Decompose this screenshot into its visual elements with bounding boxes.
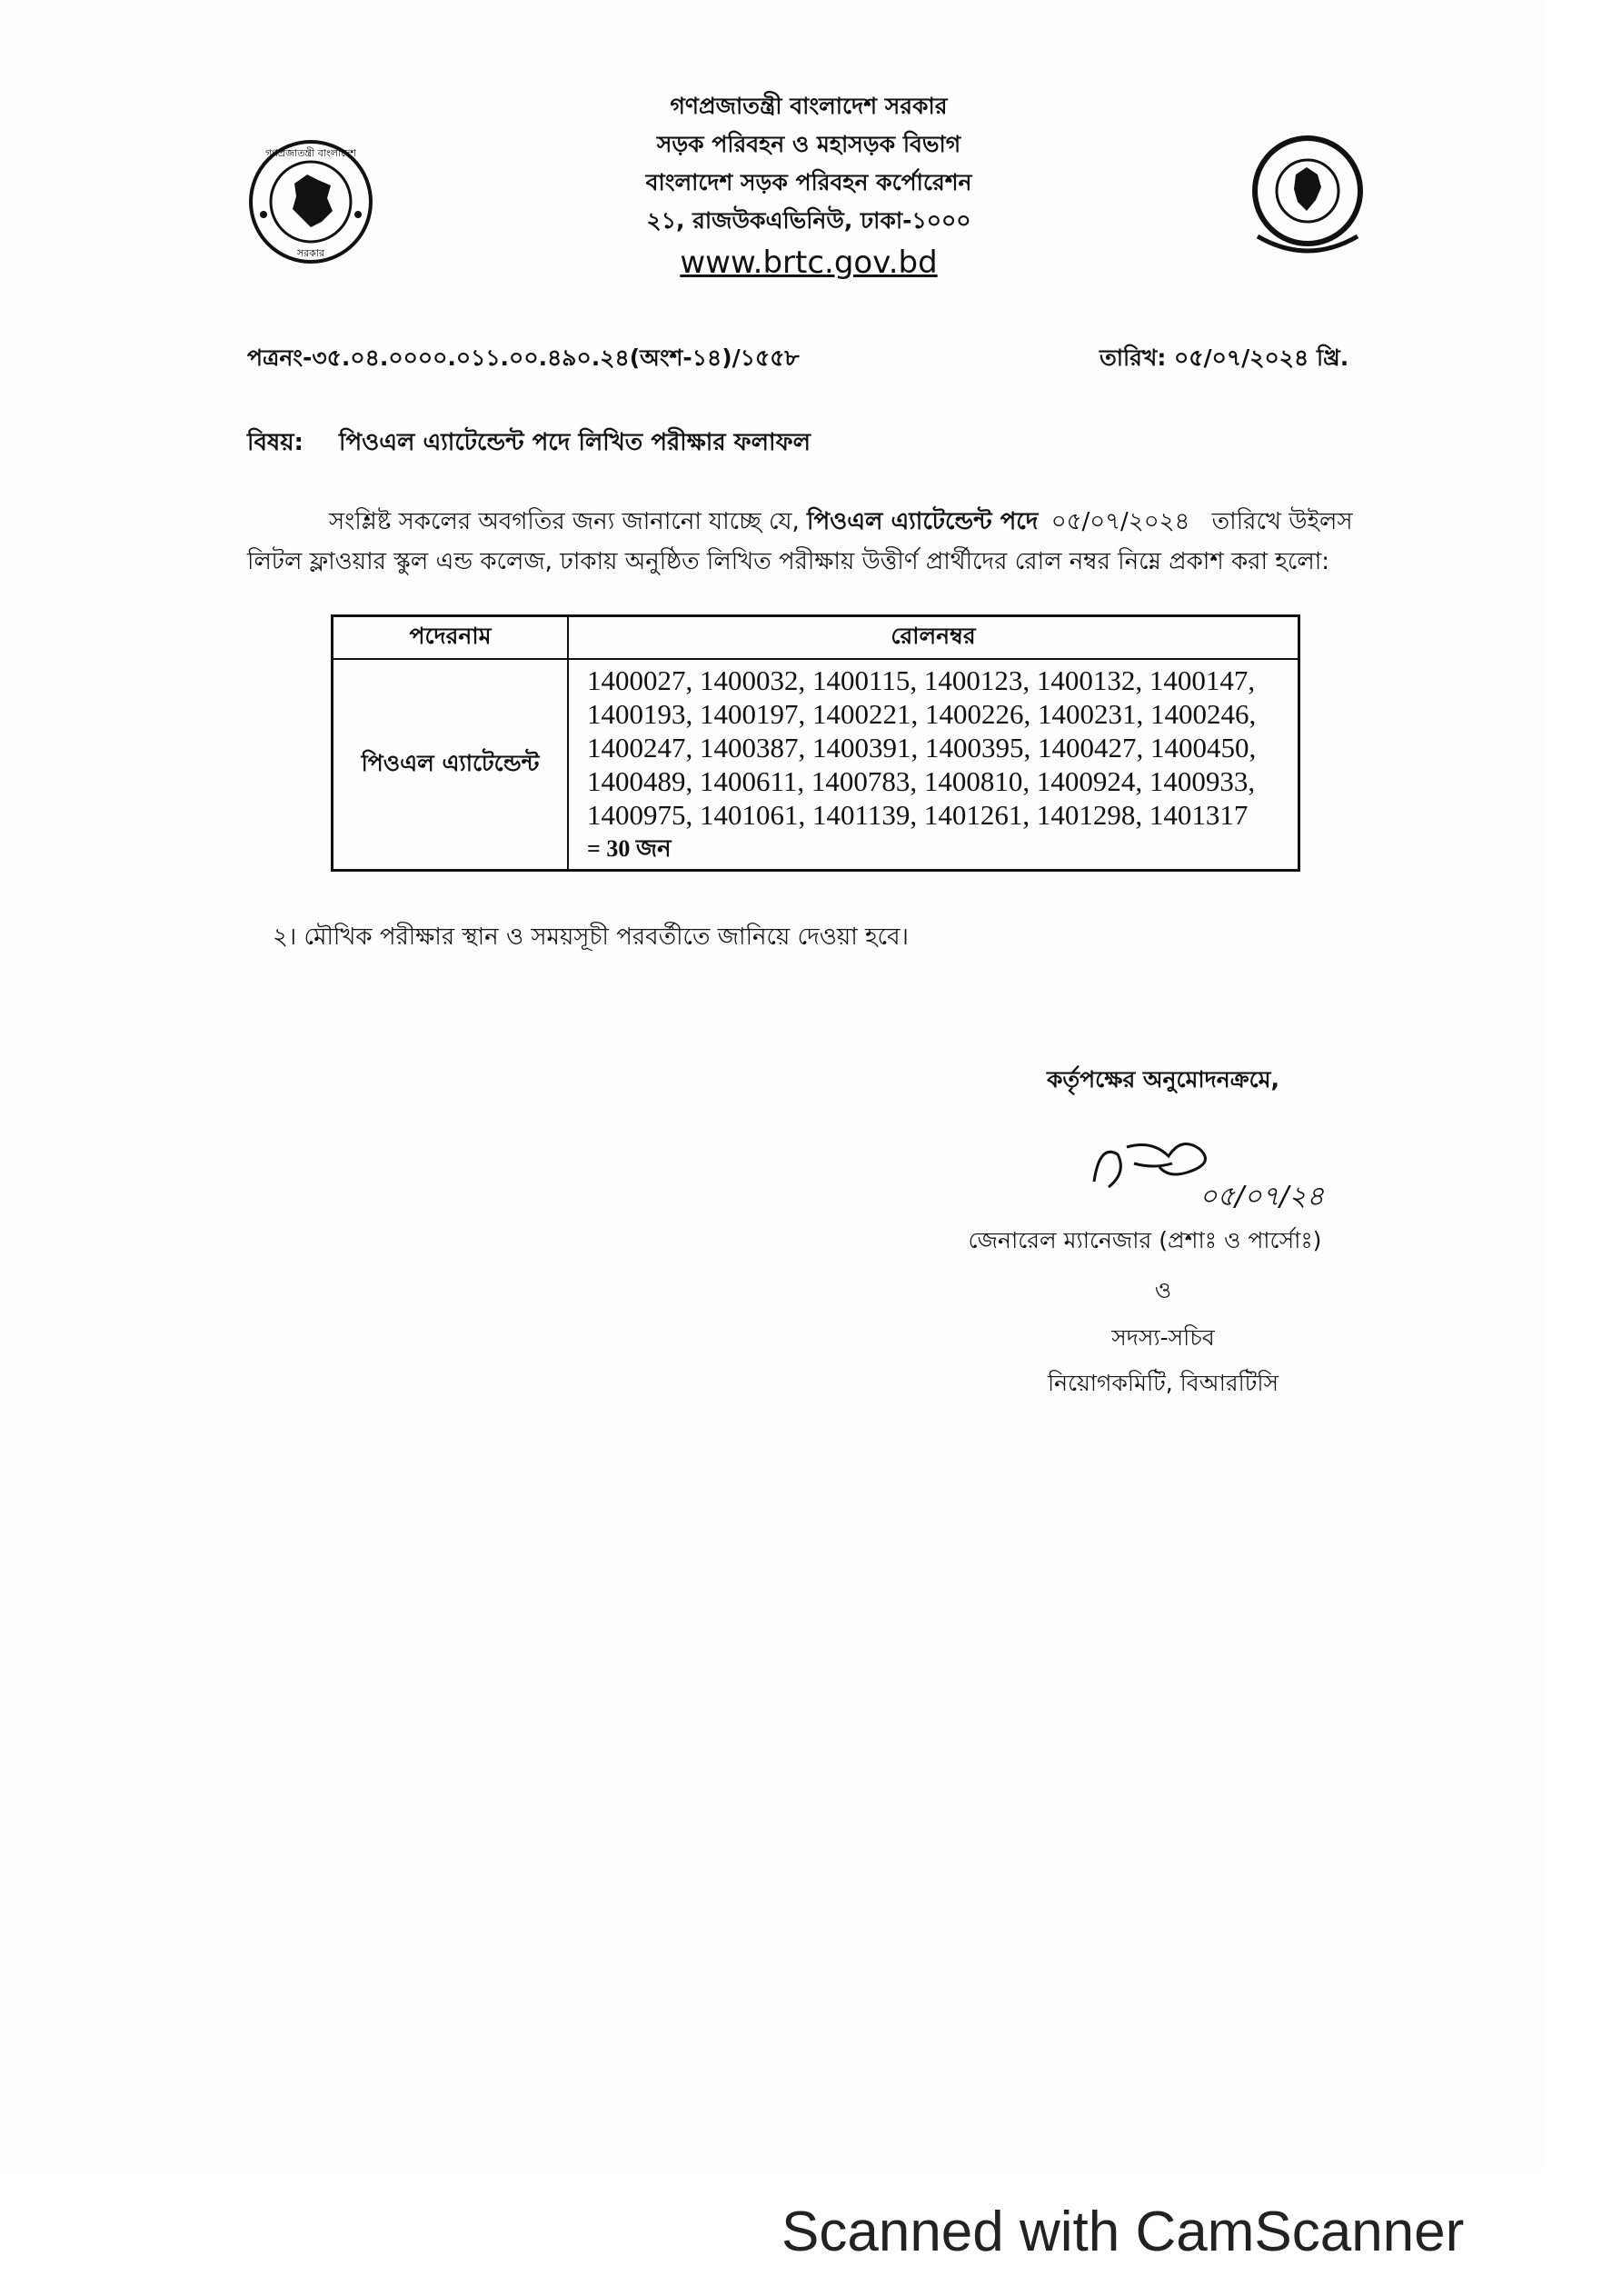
government-seal-icon <box>247 138 374 265</box>
header-line-corporation: বাংলাদেশ সড়ক পরিবহন কর্পোরেশন <box>645 169 972 195</box>
letterhead <box>491 87 1127 285</box>
subject-label: বিষয়: <box>247 429 304 456</box>
table-header-row <box>333 616 1299 660</box>
header-line-division: সড়ক পরিবহন ও মহাসড়ক বিভাগ <box>656 131 961 157</box>
handwritten-signature <box>1081 1127 1325 1227</box>
recruitment-committee: নিয়োগকমিটি, বিআরটিসি <box>1047 1370 1279 1396</box>
brtc-logo-icon <box>1249 129 1367 256</box>
subject-line <box>247 424 811 464</box>
header-line-govt: গণপ্রজাতন্ত্রী বাংলাদেশ সরকার <box>670 93 948 119</box>
body-exam-date: ০৫/০৭/২০২৪ <box>1050 508 1190 535</box>
post-name-cell: পিওএল এ্যাটেন্ডেন্ট <box>333 659 569 871</box>
camscanner-watermark: Scanned with CamScanner <box>781 2201 1465 2263</box>
total-count: = 30 জন <box>587 835 672 862</box>
subject-text: পিওএল এ্যাটেন্ডেন্ট পদে লিখিত পরীক্ষার ফলাফল <box>339 429 811 456</box>
roll-line: 1400489, 1400611, 1400783, 1400810, 1400924, 1400933, <box>587 765 1256 797</box>
results-table <box>331 614 1300 872</box>
member-secretary: সদস্য-সচিব <box>1111 1324 1215 1351</box>
roll-line: 1400247, 1400387, 1400391, 1400395, 1400427, 1400450, <box>587 732 1257 764</box>
body-intro: সংশ্লিষ্ট সকলের অবগতির জন্য জানানো যাচ্ছে যে, <box>329 508 800 535</box>
body-line-2: লিটল ফ্লাওয়ার স্কুল এন্ড কলেজ, ঢাকায় অনুষ্ঠিত লিখিত পরীক্ষায় উত্তীর্ণ প্রার্থীদের রোল নম্বর নিম্নে প্রকাশ করা হলো: <box>247 548 1330 575</box>
table-row <box>333 659 1299 871</box>
body-rest: তারিখে উইলস <box>1211 508 1353 535</box>
memo-number: পত্রনং-৩৫.০৪.০০০০.০১১.০০.৪৯০.২৪(অংশ-১৪)/১৫৫৮ <box>247 344 800 371</box>
roll-line: 1400975, 1401061, 1401139, 1401261, 1401298, 1401317 <box>587 799 1249 831</box>
signature-date: ০৫/০৭/২৪ <box>1199 1181 1325 1213</box>
conjunction: ও <box>1154 1277 1172 1303</box>
designation: জেনারেল ম্যানেজার (প্রশাঃ ও পার্সোঃ) <box>968 1227 1322 1253</box>
svg-text:সরকার: সরকার <box>296 247 325 259</box>
body-post-name: পিওএল এ্যাটেন্ডেন্ট পদে <box>807 508 1039 535</box>
header-line-address: ২১, রাজউকএভিনিউ, ঢাকা-১০০০ <box>646 207 971 234</box>
roll-numbers-cell <box>568 659 1299 871</box>
post-name-header: পদেরনাম <box>333 616 569 660</box>
roll-line: 1400193, 1400197, 1400221, 1400226, 1400231, 1400246, <box>587 698 1257 730</box>
svg-text:গণপ্রজাতন্ত্রী বাংলাদেশ: গণপ্রজাতন্ত্রী বাংলাদেশ <box>265 147 356 159</box>
viva-note: ২। মৌখিক পরীক্ষার স্থান ও সময়সূচী পরবর্তীতে জানিয়ে দেওয়া হবে। <box>273 923 909 951</box>
roll-number-header: রোলনম্বর <box>568 616 1299 660</box>
approval-text: কর্তৃপক্ষের অনুমোদনক্রমে, <box>1046 1066 1280 1093</box>
issue-date: তারিখ: ০৫/০৭/২০২৪ খ্রি. <box>1100 344 1349 371</box>
website-link[interactable]: www.brtc.gov.bd <box>680 245 938 281</box>
roll-line: 1400027, 1400032, 1400115, 1400123, 1400132, 1400147, <box>587 664 1256 696</box>
